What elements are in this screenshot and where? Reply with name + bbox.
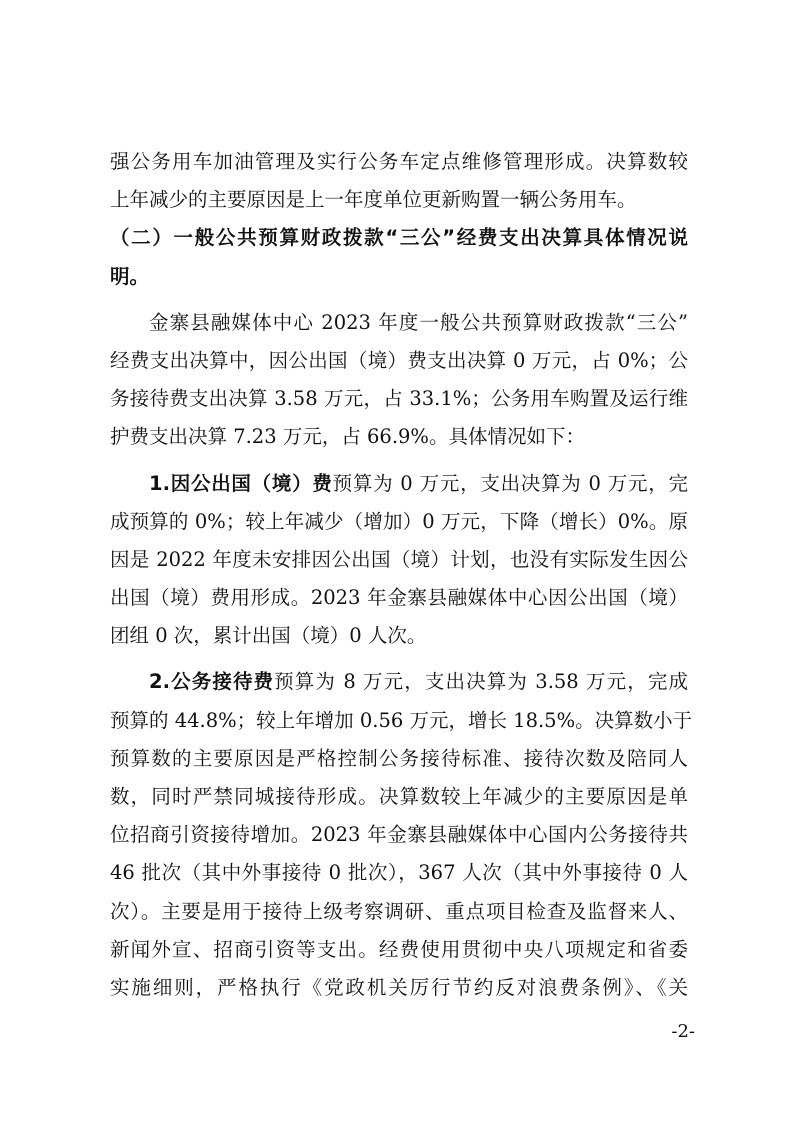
text-line: 上年减少的主要原因是上一年度单位更新购置一辆公务用车。 — [110, 188, 637, 212]
item-lead-reception: 2.公务接待费 — [149, 670, 275, 694]
item-lead-overseas-travel: 1.因公出国（境）费 — [149, 471, 333, 495]
text-line: 强公务用车加油管理及实行公务车定点维修管理形成。决算数较 — [110, 150, 688, 173]
item-lead-rest: 预算为 8 万元，支出决算为 3.58 万元，完成 — [274, 670, 688, 694]
paragraph-overseas-travel — [110, 465, 688, 656]
text-line: 出国（境）费用形成。2023 年金寨县融媒体中心因公出国（境） — [110, 586, 688, 610]
text-line: 务接待费支出决算 3.58 万元，占 33.1%；公务用车购置及运行维 — [110, 387, 688, 411]
text-line: 位招商引资接待增加。2023 年金寨县融媒体中心国内公务接待共 — [110, 823, 688, 847]
text-line: 护费支出决算 7.23 万元，占 66.9%。具体情况如下： — [110, 425, 585, 449]
text-line: 新闻外宣、招商引资等支出。经费使用贯彻中央八项规定和省委 — [110, 937, 688, 961]
text-line: 实施细则，严格执行《党政机关厉行节约反对浪费条例》、《关 — [110, 975, 688, 999]
heading-line: （二）一般公共预算财政拨款“三公”经费支出决算具体情况说 — [110, 226, 688, 250]
text-line: 数，同时严禁同城接待形成。决算数较上年减少的主要原因是单 — [110, 785, 688, 808]
section-heading — [110, 219, 688, 295]
paragraph-gap — [110, 655, 688, 663]
paragraph-reception — [110, 663, 693, 1007]
text-line: 预算的 44.8%；较上年增加 0.56 万元，增长 18.5%。决算数小于 — [110, 708, 693, 732]
text-line: 成预算的 0%；较上年减少（增加）0 万元，下降（增长）0%。原 — [110, 509, 688, 533]
text-line: 次）。主要是用于接待上级考察调研、重点项目检查及监督来人、 — [110, 899, 688, 923]
paragraph-gap — [110, 457, 688, 465]
heading-line: 明。 — [110, 264, 150, 288]
paragraph-summary — [110, 304, 688, 457]
text-line: 经费支出决算中，因公出国（境）费支出决算 0 万元，占 0%；公 — [110, 348, 688, 372]
paragraph-gap — [110, 296, 688, 304]
text-line — [110, 663, 688, 701]
document-body — [110, 143, 693, 1007]
text-line — [110, 465, 688, 503]
text-line: 预算数的主要原因是严格控制公务接待标准、接待次数及陪同人 — [110, 746, 688, 770]
page-number: -2- — [671, 1021, 695, 1042]
text-line: 金寨县融媒体中心 2023 年度一般公共预算财政拨款“三公” — [149, 310, 688, 334]
item-lead-rest: 预算为 0 万元，支出决算为 0 万元，完 — [332, 471, 689, 495]
text-line: 46 批次（其中外事接待 0 批次），367 人次（其中外事接待 0 人 — [110, 861, 688, 885]
text-line: 因是 2022 年度未安排因公出国（境）计划，也没有实际发生因公 — [110, 547, 688, 571]
text-line: 团组 0 次，累计出国（境）0 人次。 — [110, 624, 427, 648]
paragraph-vehicle-continuation — [110, 143, 688, 219]
